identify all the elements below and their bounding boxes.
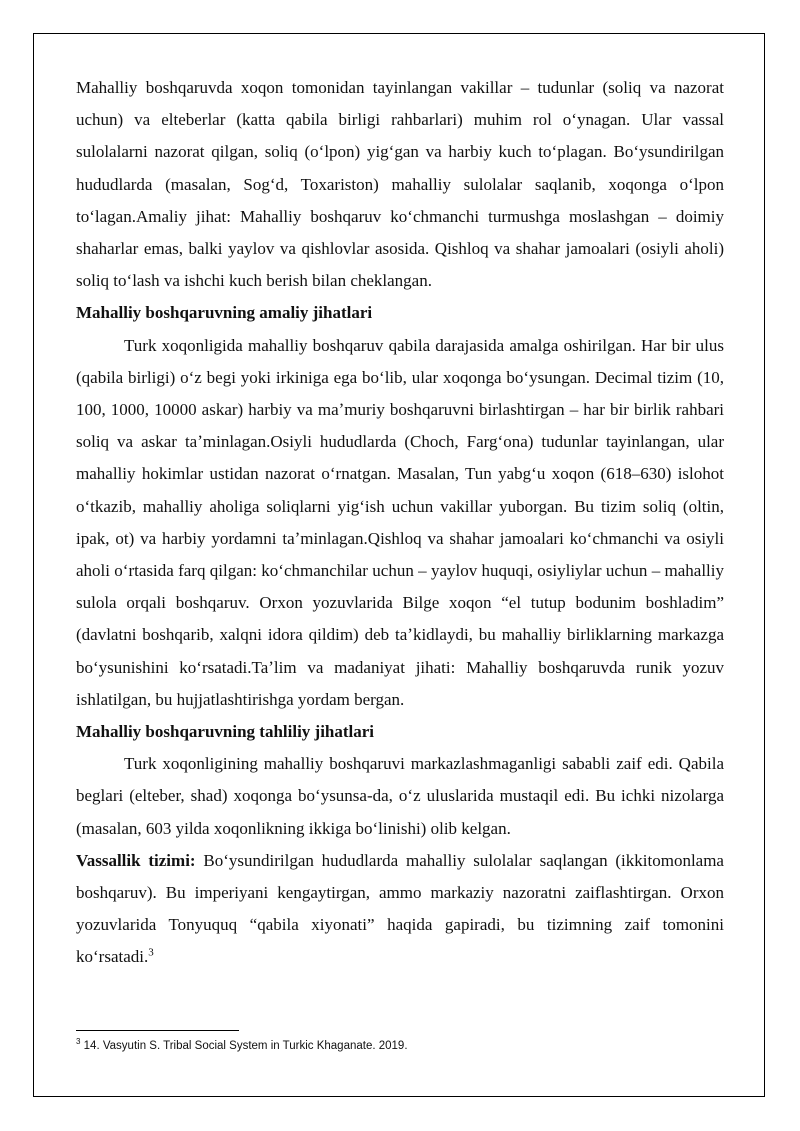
- paragraph-vassal-system: [76, 845, 724, 974]
- section-heading-practical: Mahalliy boshqaruvning amaliy jihatlari: [76, 303, 373, 323]
- paragraph-local-governance-intro: Mahalliy boshqaruvda xoqon tomonidan tayinlangan vakillar – tudunlar (soliq va nazorat uchun) va elteberlar (katta qabila birligi rahbarlari) muhim rol oʻynagan. Ular vassal sulolalarni nazorat qilgan, soliq (oʻlpon) yigʻgan va harbiy kuch toʻplagan. Boʻysundirilgan hududlarda (masalan, Sogʻd, Toxariston) mahalliy sulolalar saqlanib, xoqonga oʻlpon toʻlagan.Amaliy jihat: Mahalliy boshqaruv koʻchmanchi turmushga moslashgan – doimiy shaharlar emas, balki yaylov va qishlovlar asosida. Qishloq va shahar jamoalari (osiyli aholi) soliq toʻlash va ishchi kuch berish bilan cheklangan.: [76, 78, 724, 291]
- footnote-marker: 3: [76, 1037, 81, 1047]
- footnote: [76, 1038, 724, 1054]
- paragraph-analytical-aspects: Turk xoqonligining mahalliy boshqaruvi markazlashmaganligi sababli zaif edi. Qabila beglari (elteber, shad) xoqonga boʻysunsa-da, oʻz uluslarida mustaqil edi. Bu ichki nizolarga (masalan, 603 yilda xoqonlikning ikkiga boʻlinishi) olib kelgan.: [76, 754, 724, 838]
- vassal-system-label: Vassallik tizimi:: [76, 850, 196, 870]
- document-body: [76, 72, 724, 974]
- footnote-separator: [76, 1030, 239, 1031]
- footnote-reference[interactable]: 3: [148, 946, 154, 959]
- section-heading-analytical: Mahalliy boshqaruvning tahliliy jihatlari: [76, 722, 375, 742]
- vassal-system-text: Boʻysundirilgan hududlarda mahalliy sulolalar saqlangan (ikkitomonlama boshqaruv). Bu imperiyani kengaytirgan, ammo markaziy nazoratni zaiflashtirgan. Orxon yozuvlarida Tonyuquq “qabila xiyonati” haqida gapiradi, bu tizimning zaif tomonini koʻrsatadi.: [76, 850, 724, 967]
- paragraph-practical-aspects: Turk xoqonligida mahalliy boshqaruv qabila darajasida amalga oshirilgan. Har bir ulus (qabila birligi) oʻz begi yoki irkiniga ega boʻlib, ular xoqonga boʻysungan. Decimal tizim (10, 100, 1000, 10000 askar) harbiy va maʼmuriy boshqaruvni birlashtirgan – har bir birlik rahbari soliq va askar taʼminlagan.Osiyli hududlarda (Choch, Fargʻona) tudunlar tayinlangan, ular mahalliy hokimlar ustidan nazorat oʻrnatgan. Masalan, Tun yabgʻu xoqon (618–630) islohot oʻtkazib, mahalliy aholiga soliqlarni yigʻish uchun vakillar yuborgan. Bu tizim soliq (oltin, ipak, ot) va harbiy yordamni taʼminlagan.Qishloq va shahar jamoalari koʻchmanchi va osiyli aholi oʻrtasida farq qilgan: koʻchmanchilar uchun – yaylov huquqi, osiyliylar uchun – mahalliy sulola orqali boshqaruv. Orxon yozuvlarida Bilge xoqon “el tutup bodunim boshladim” (davlatni boshqarib, xalqni idora qildim) deb taʼkidlaydi, bu mahalliy birliklarning markazga boʻysunishini koʻrsatadi.Taʼlim va madaniyat jihati: Mahalliy boshqaruvda runik yozuv ishlatilgan, bu hujjatlashtirishga yordam bergan.: [76, 335, 724, 709]
- footnote-text: 14. Vasyutin S. Tribal Social System in Turkic Khaganate. 2019.: [80, 1040, 408, 1052]
